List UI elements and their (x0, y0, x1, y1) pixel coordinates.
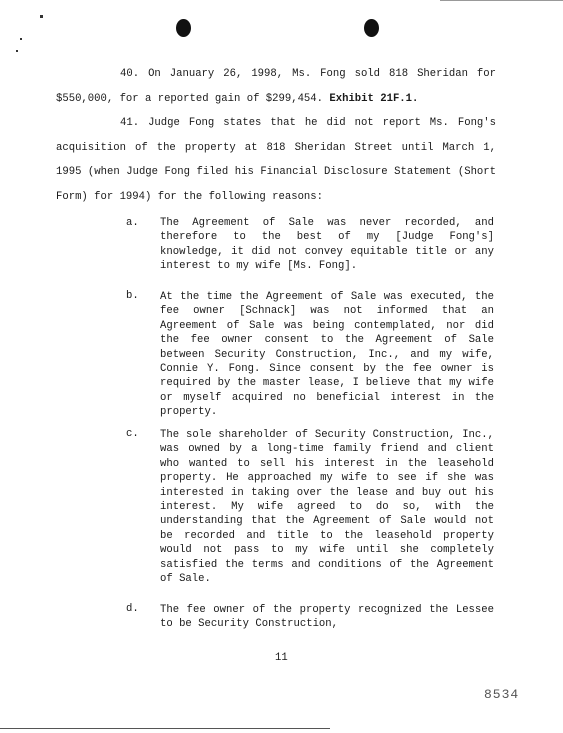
paragraph-40-text: 40. On January 26, 1998, Ms. Fong sold 818 Sheridan for $550,000, for a reported gain of $299,454. (56, 68, 496, 105)
item-a-letter: a. (126, 217, 139, 229)
scan-speck (20, 38, 22, 40)
bates-stamp: 8534 (484, 687, 520, 702)
item-b-letter: b. (126, 290, 139, 302)
item-a-text: The Agreement of Sale was never recorded, and therefore to the best of my [Judge Fong's] knowledge, it did not convey equitable title or any interest to my wife [Ms. Fong]. (160, 217, 494, 273)
item-c-text: The sole shareholder of Security Construction, Inc., was owned by a long-time family friend and client who wanted to sell his interest in the leasehold property. He approached my wife to see if she was interested in taking over the lease and buy out his interest. My wife agreed to do so, with the understanding that the Agreement of Sale would not be recorded and title to the leasehold property would not pass to my wife until she completely satisfied the terms and conditions of the Agreement of Sale. (160, 429, 494, 586)
item-d-text: The fee owner of the property recognized the Lessee to be Security Construction, (160, 604, 494, 631)
top-edge-line (440, 0, 563, 1)
exhibit-reference: Exhibit 21F.1. (329, 92, 419, 105)
scan-speck (40, 15, 43, 18)
paragraph-41 (56, 111, 496, 209)
scan-speck (16, 50, 18, 52)
binder-hole-left (176, 19, 191, 37)
paragraph-40 (56, 62, 496, 111)
item-c-letter: c. (126, 428, 139, 440)
binder-hole-right (364, 19, 379, 37)
item-d-letter: d. (126, 603, 139, 615)
bottom-edge-line (0, 728, 330, 729)
page-number: 11 (275, 652, 288, 664)
paragraph-41-text: 41. Judge Fong states that he did not report Ms. Fong's acquisition of the property at 818 Sheridan Street until March 1, 1995 (when Judge Fong filed his Financial Disclosure Statement (Short Form) for 1994) for the following reasons: (56, 117, 496, 203)
item-b-text: At the time the Agreement of Sale was executed, the fee owner [Schnack] was not informed that an Agreement of Sale was being contemplated, nor did the fee owner consent to the Agreement of Sale between Security Construction, Inc., and my wife, Connie Y. Fong. Since consent by the fee owner is required by the master lease, I believe that my wife or myself acquired no beneficial interest in the property. (160, 291, 494, 419)
